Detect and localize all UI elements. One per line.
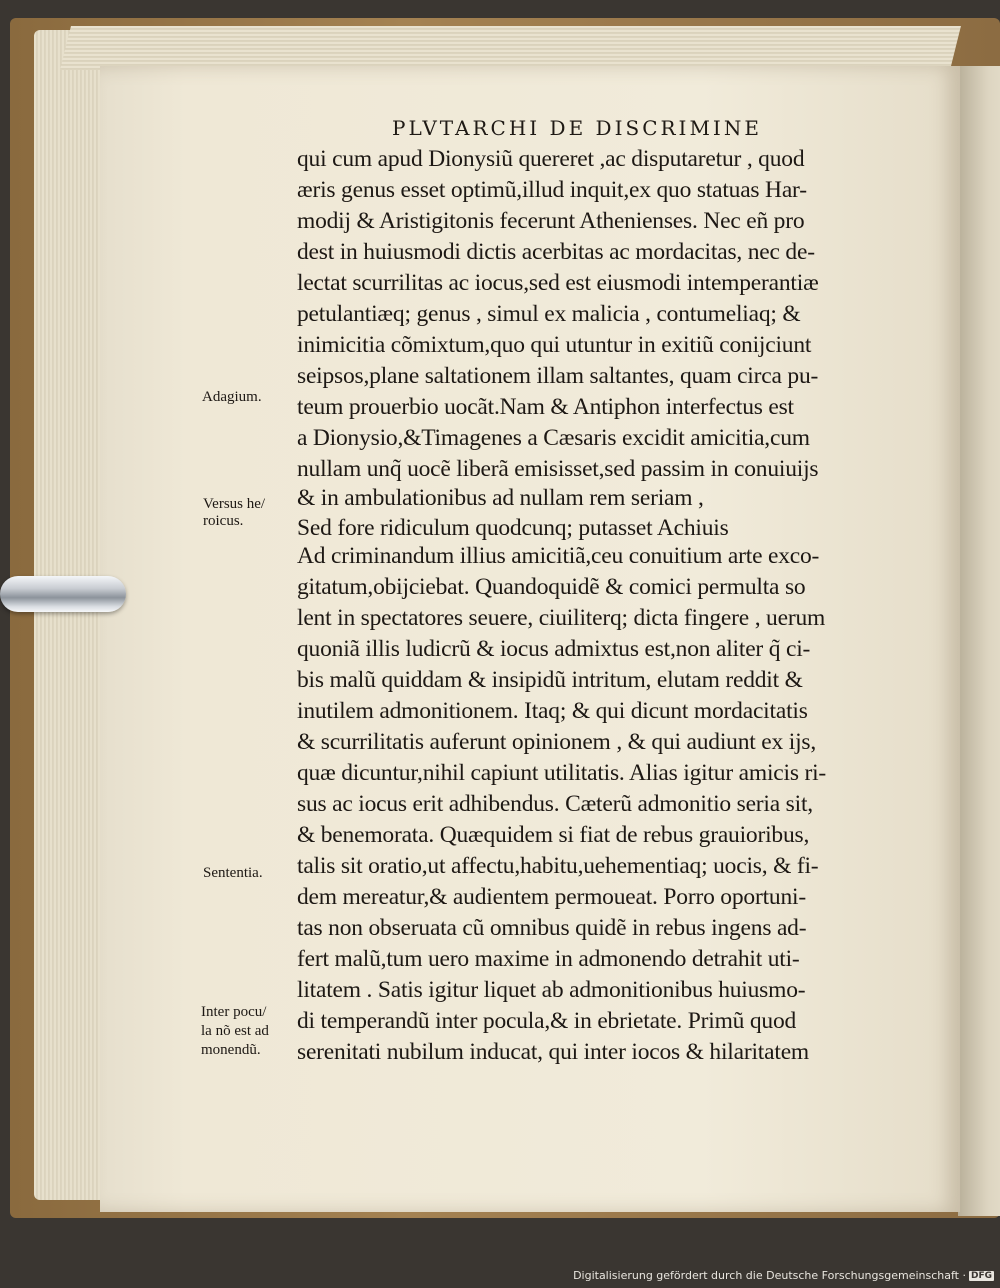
margin-note-adagium: Adagium. bbox=[202, 389, 262, 405]
credit-text: Digitalisierung gefördert durch die Deutsche Forschungsgemeinschaft · bbox=[573, 1269, 966, 1282]
text-line: litatem . Satis igitur liquet ab admonitionibus huiusmo- bbox=[297, 977, 806, 1003]
text-line: petulantiæq; genus , simul ex malicia , contumeliaq; & bbox=[297, 301, 801, 327]
text-line: lectat scurrilitas ac iocus,sed est eiusmodi intemperantiæ bbox=[297, 270, 819, 296]
text-line: & benemorata. Quæquidem si fiat de rebus grauioribus, bbox=[297, 822, 810, 848]
text-line: fert malũ,tum uero maxime in admonendo detrahit uti- bbox=[297, 946, 800, 972]
text-line: Sed fore ridiculum quodcunq; putasset Achiuis bbox=[297, 515, 729, 541]
running-head: PLVTARCHI DE DISCRIMINE bbox=[392, 116, 762, 140]
page-edges-top bbox=[60, 26, 961, 70]
margin-note-inter-line-1: Inter pocu/ bbox=[201, 1004, 267, 1020]
text-line: serenitati nubilum inducat, qui inter iocos & hilaritatem bbox=[297, 1039, 810, 1065]
text-line: gitatum,obijciebat. Quandoquidẽ & comici permulta so bbox=[297, 574, 806, 600]
text-line: quoniã illis ludicrũ & iocus admixtus est,non aliter q̃ ci- bbox=[297, 636, 811, 662]
text-line: modij & Aristigitonis fecerunt Athenienses. Nec eñ pro bbox=[297, 208, 805, 234]
margin-note-versus-line-2: roicus. bbox=[203, 513, 244, 529]
text-line: dem mereatur,& audientem permoueat. Porro oportuni- bbox=[297, 884, 806, 910]
text-line: dest in huiusmodi dictis acerbitas ac mordacitas, nec de- bbox=[297, 239, 815, 265]
text-line: æris genus esset optimũ,illud inquit,ex quo statuas Har- bbox=[297, 177, 807, 203]
text-line: talis sit oratio,ut affectu,habitu,uehementiaq; uocis, & fi- bbox=[297, 853, 819, 879]
text-line: teum prouerbio uocãt.Nam & Antiphon interfectus est bbox=[297, 394, 794, 420]
text-line: & in ambulationibus ad nullam rem seriam , bbox=[297, 485, 704, 511]
dfg-logo: DFG bbox=[970, 1271, 992, 1281]
text-line: bis malũ quiddam & insipidũ intritum, elutam reddit & bbox=[297, 667, 803, 693]
text-line: inutilem admonitionem. Itaq; & qui dicunt mordacitatis bbox=[297, 698, 808, 724]
margin-note-inter-line-3: monendũ. bbox=[201, 1042, 261, 1058]
text-line: Ad criminandum illius amicitiã,ceu conuitium arte exco- bbox=[297, 543, 820, 569]
facing-page-edge bbox=[958, 66, 1000, 1216]
text-line: nullam unq̃ uocẽ liberã emisisset,sed passim in conuiuijs bbox=[297, 456, 819, 482]
text-line: qui cum apud Dionysiũ quereret ,ac disputaretur , quod bbox=[297, 146, 805, 172]
digitization-credit bbox=[573, 1269, 994, 1282]
margin-note-inter-line-2: la nõ est ad bbox=[201, 1023, 269, 1039]
page-edges-left bbox=[34, 30, 106, 1200]
text-line: sus ac iocus erit adhibendus. Cæterũ admonitio seria sit, bbox=[297, 791, 813, 817]
text-line: di temperandũ inter pocula,& in ebrietate. Primũ quod bbox=[297, 1008, 797, 1034]
text-line: & scurrilitatis auferunt opinionem , & qui audiunt ex ijs, bbox=[297, 729, 817, 755]
margin-note-sententia: Sententia. bbox=[203, 865, 263, 881]
text-line: quæ dicuntur,nihil capiunt utilitatis. Alias igitur amicis ri- bbox=[297, 760, 827, 786]
text-line: seipsos,plane saltationem illam saltantes, quam circa pu- bbox=[297, 363, 819, 389]
page-holder-clip bbox=[0, 576, 126, 612]
text-line: lent in spectatores seuere, ciuiliterq; dicta fingere , uerum bbox=[297, 605, 826, 631]
text-line: inimicitia cõmixtum,quo qui utuntur in exitiũ conijciunt bbox=[297, 332, 812, 358]
text-line: tas non obseruata cũ omnibus quidẽ in rebus ingens ad- bbox=[297, 915, 807, 941]
margin-note-versus-line-1: Versus he/ bbox=[203, 496, 266, 512]
text-line: a Dionysio,&Timagenes a Cæsaris excidit amicitia,cum bbox=[297, 425, 810, 451]
